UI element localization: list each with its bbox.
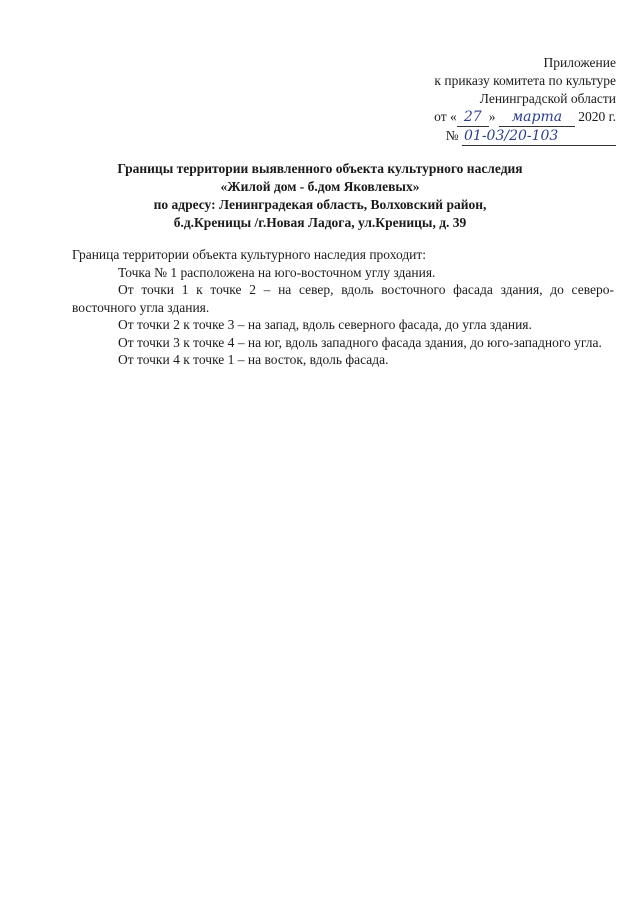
number-handwritten: 01-03/20-103 <box>462 127 616 146</box>
date-mid: » <box>488 109 496 124</box>
appendix-order-line: к приказу комитета по культуре <box>434 73 616 88</box>
title-line-1: Границы территории выявленного объекта культурного наследия <box>117 161 523 176</box>
date-day-handwritten: 27 <box>457 108 489 127</box>
body-paragraph-1: Точка № 1 расположена на юго-восточном углу здания. <box>118 264 436 280</box>
body-intro: Граница территории объекта культурного наследия проходит: <box>72 247 427 262</box>
body-paragraph-4: От точки 3 к точке 4 – на юг, вдоль западного фасада здания, до юго-западного угла. <box>118 334 602 350</box>
title-line-2: «Жилой дом - б.дом Яковлевых» <box>220 179 420 194</box>
appendix-number-line <box>434 127 616 146</box>
date-year: 2020 г. <box>578 109 616 124</box>
appendix-date-line <box>434 108 616 127</box>
appendix-region-line: Ленинградской области <box>479 91 616 106</box>
appendix-title: Приложение <box>543 55 616 70</box>
body-paragraph-5: От точки 4 к точке 1 – на восток, вдоль фасада. <box>118 352 389 367</box>
body-paragraph-2: От точки 1 к точке 2 – на север, вдоль восточного фасада здания, до северо-восточного угла здания. <box>72 282 614 315</box>
number-prefix: № <box>445 128 459 143</box>
document-body <box>72 246 614 369</box>
date-month-handwritten: марта <box>499 108 575 127</box>
title-line-3: по адресу: Ленинградекая область, Волховский район, <box>153 197 487 212</box>
appendix-block <box>434 54 616 146</box>
date-prefix: от « <box>434 109 457 124</box>
document-title <box>0 160 640 232</box>
title-line-4: б.д.Креницы /г.Новая Ладога, ул.Креницы, д. 39 <box>173 215 467 230</box>
body-paragraph-3: От точки 2 к точке 3 – на запад, вдоль северного фасада, до угла здания. <box>118 317 532 332</box>
